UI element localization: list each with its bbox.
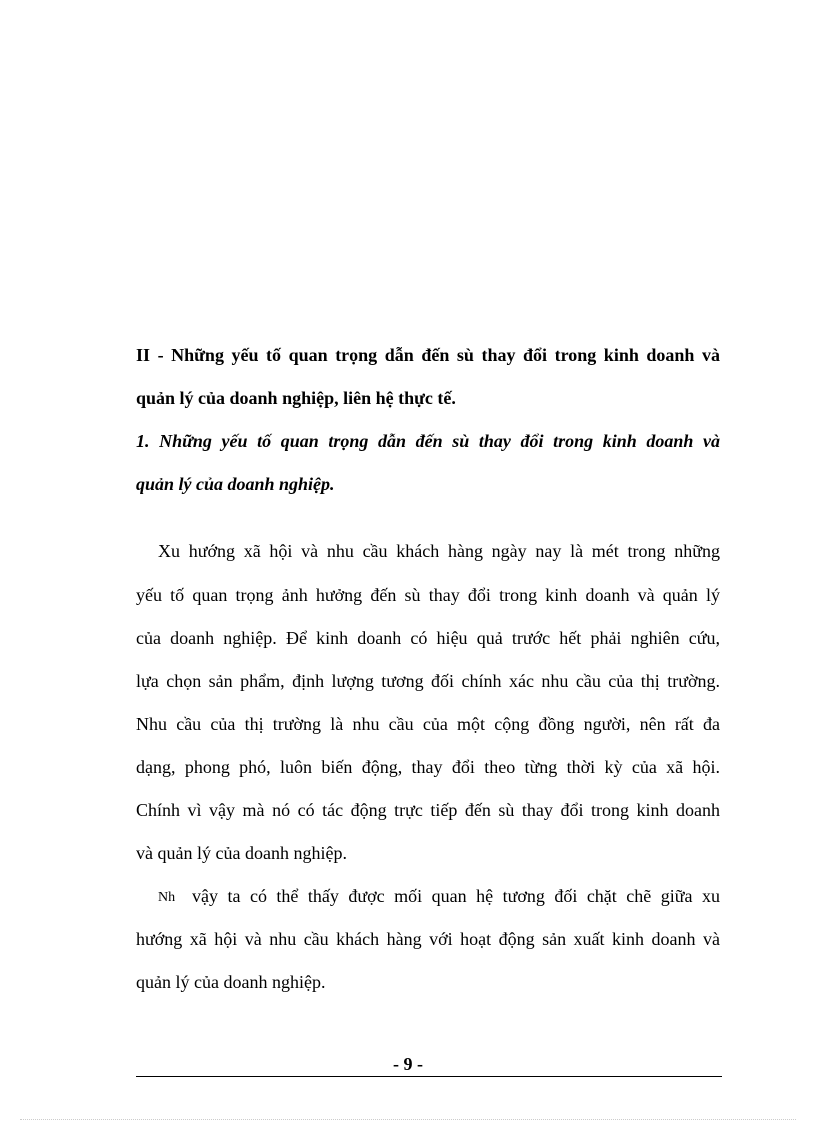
text-line: hướng xã hội và nhu cầu khách hàng với hoạt động sản xuất kinh doanh và (136, 929, 720, 949)
text-line: Xu hướng xã hội và nhu cầu khách hàng ngày nay là mét trong những (158, 541, 720, 561)
text-line: quản lý của doanh nghiệp. (136, 972, 326, 992)
text-line: Chính vì vậy mà nó có tác động trực tiếp đến sù thay đổi trong kinh doanh (136, 800, 720, 820)
text-fragment: Nh (158, 890, 176, 905)
page-edge-divider (20, 1119, 796, 1120)
text-line: vậy ta có thể thấy được mối quan hệ tương đối chặt chẽ giữa xu (192, 886, 720, 906)
text-line: Nhu cầu của thị trường là nhu cầu của một cộng đồng người, nên rất đa (136, 714, 720, 734)
text-line: và quản lý của doanh nghiệp. (136, 843, 347, 863)
footer-rule (136, 1076, 722, 1077)
heading-line: II - Những yếu tố quan trọng dẫn đến sù thay đổi trong kinh doanh và (136, 345, 720, 365)
text-line: của doanh nghiệp. Để kinh doanh có hiệu quả trước hết phải nghiên cứu, (136, 628, 720, 648)
subheading-line: quản lý của doanh nghiệp. (136, 474, 335, 494)
text-line: yếu tố quan trọng ảnh hưởng đến sù thay đổi trong kinh doanh và quản lý (136, 585, 720, 605)
subheading-line: 1. Những yếu tố quan trọng dẫn đến sù thay đổi trong kinh doanh và (136, 431, 720, 451)
heading-line: quản lý của doanh nghiệp, liên hệ thực tế. (136, 388, 456, 408)
page-number: - 9 - (393, 1054, 423, 1074)
text-line: lựa chọn sản phẩm, định lượng tương đối chính xác nhu cầu của thị trường. (136, 671, 720, 691)
text-line: dạng, phong phó, luôn biến động, thay đổi theo từng thời kỳ của xã hội. (136, 757, 720, 777)
